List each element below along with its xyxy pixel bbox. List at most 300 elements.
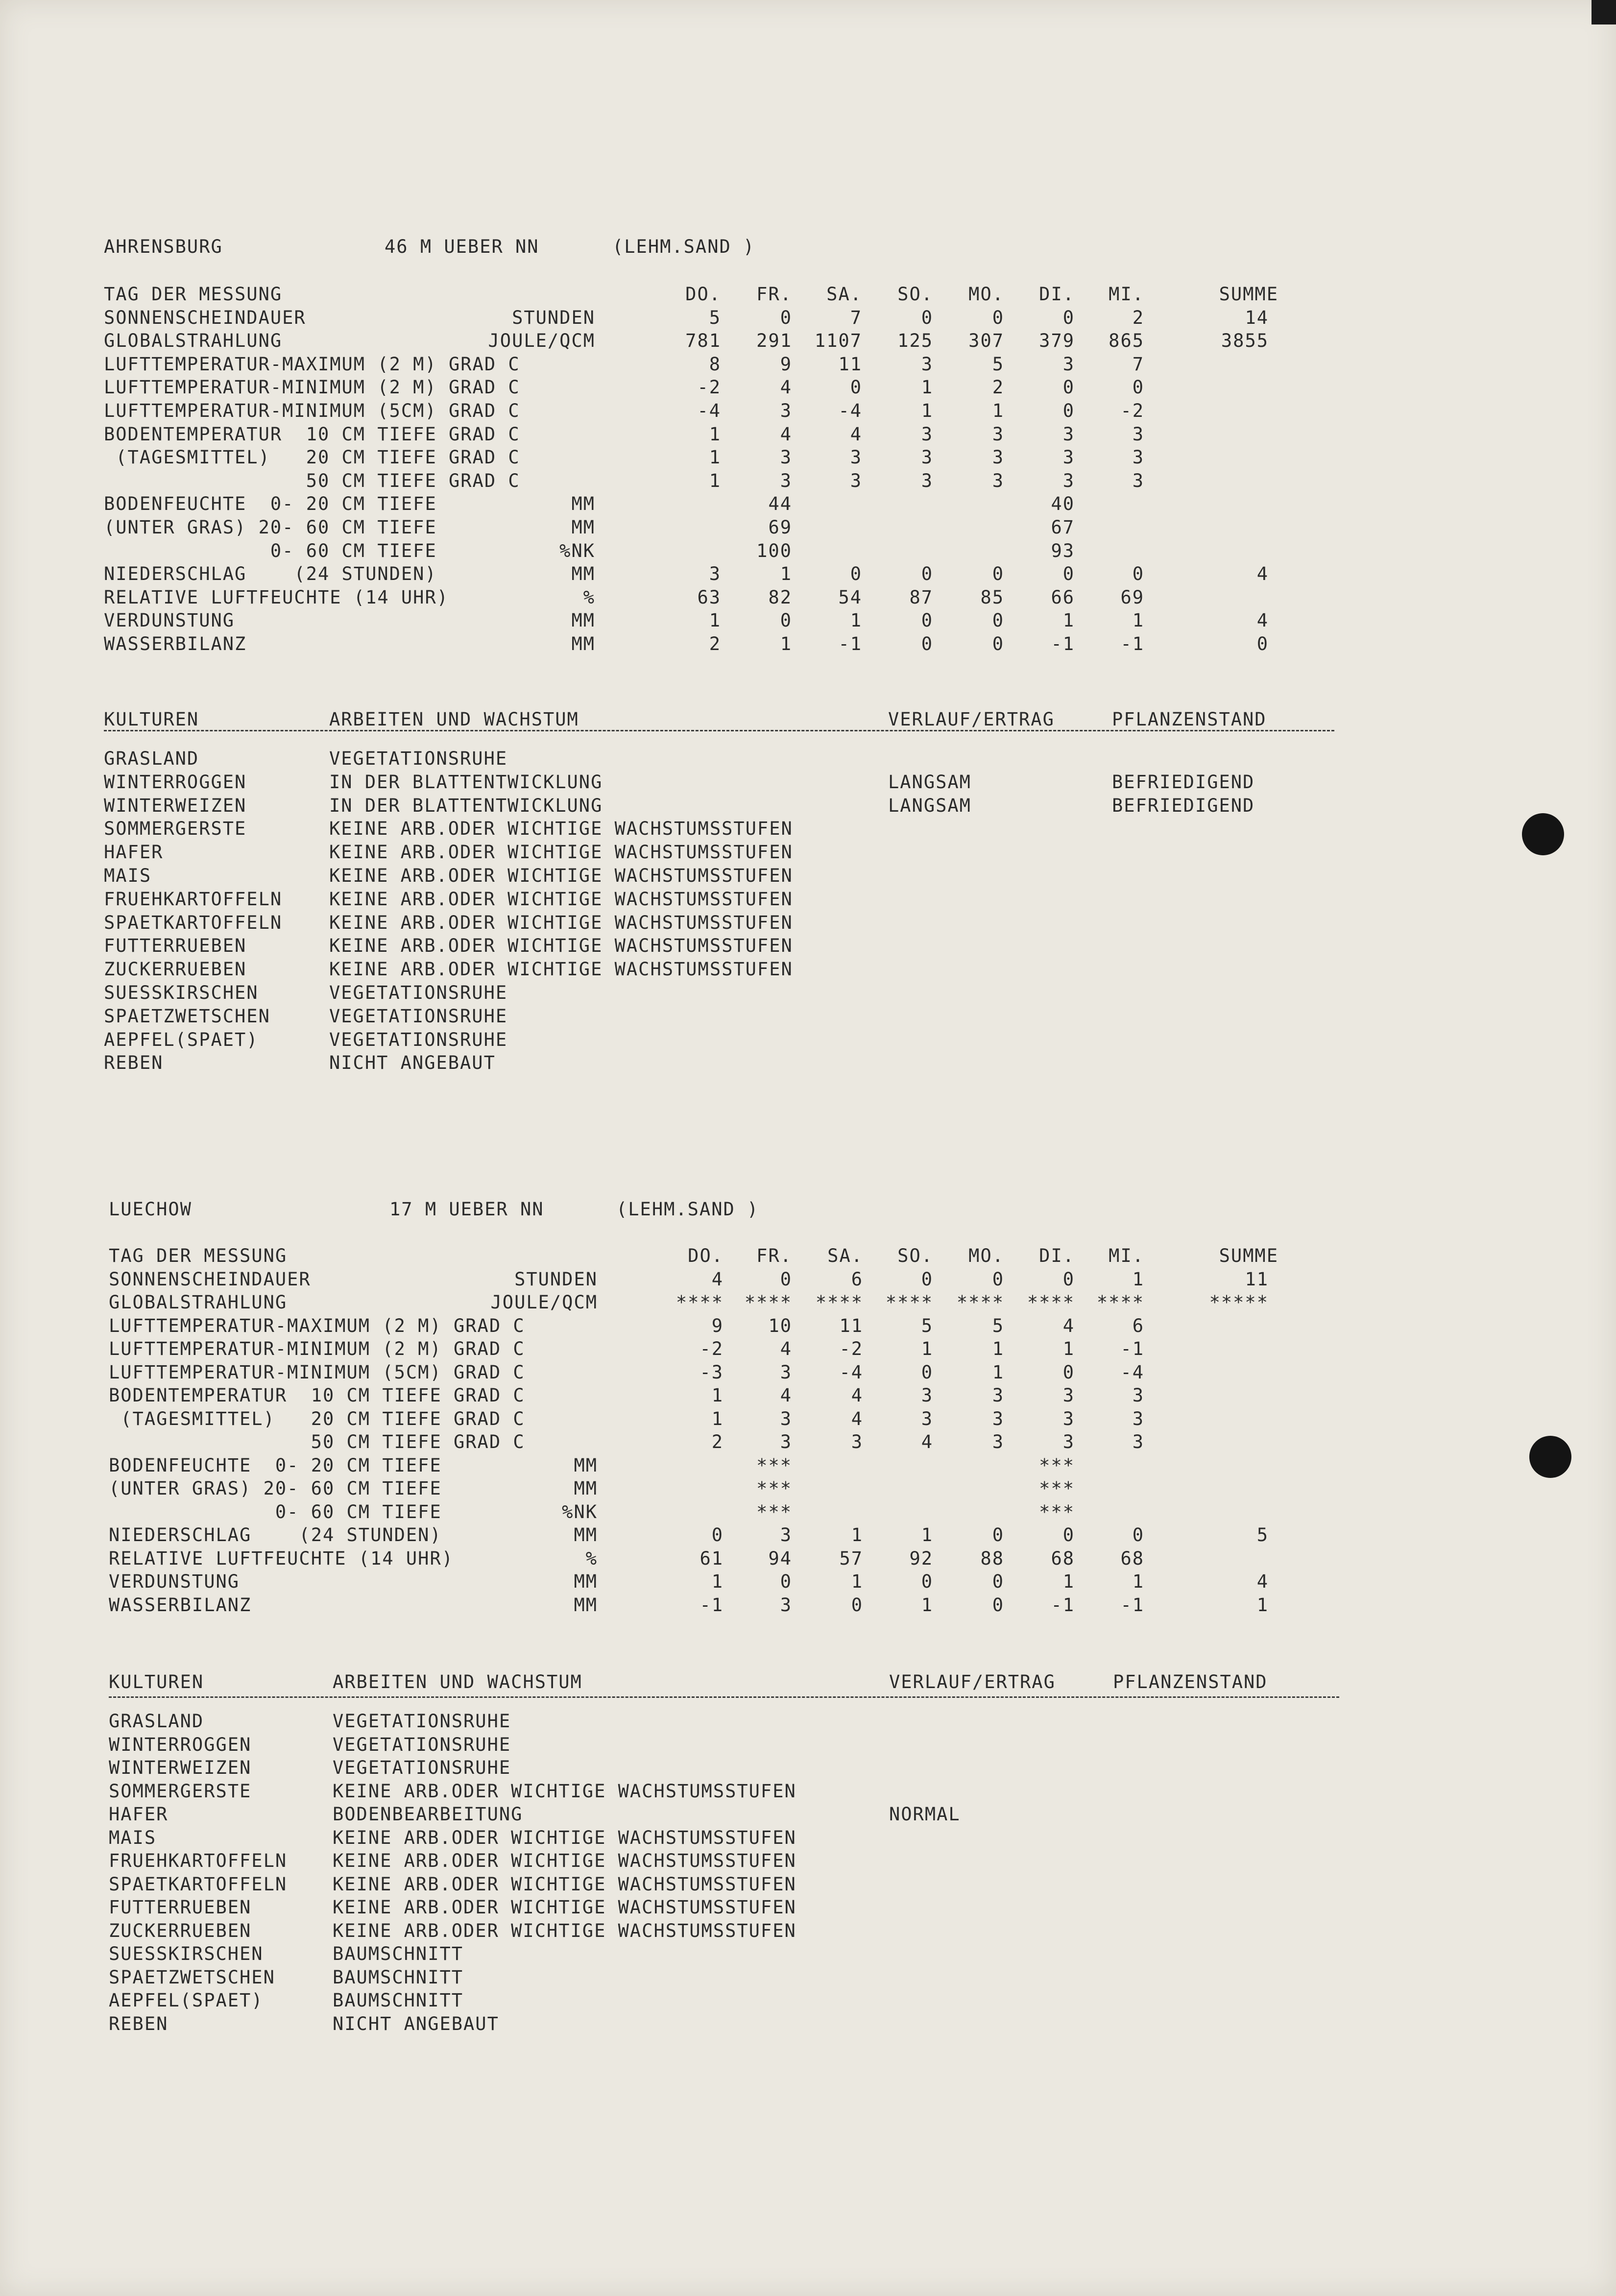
row-label: NIEDERSCHLAG (24 STUNDEN) bbox=[109, 1524, 442, 1546]
culture-crop: HAFER bbox=[104, 842, 164, 863]
row-value: 3 bbox=[992, 1431, 1004, 1452]
row-label: LUFTTEMPERATUR-MINIMUM (2 M) GRAD C bbox=[109, 1338, 525, 1359]
sum-header: SUMME bbox=[1219, 284, 1278, 305]
row-value: 3 bbox=[1062, 1408, 1075, 1429]
row-value: 6 bbox=[851, 1268, 863, 1290]
row-value: *** bbox=[756, 1501, 792, 1523]
row-label: LUFTTEMPERATUR-MAXIMUM (2 M) GRAD C bbox=[104, 353, 520, 375]
culture-crop: SOMMERGERSTE bbox=[104, 818, 247, 840]
row-value: 1 bbox=[709, 470, 721, 491]
row-value: 4 bbox=[780, 1385, 792, 1406]
row-label: SONNENSCHEINDAUER bbox=[109, 1268, 311, 1290]
culture-work: KEINE ARB.ODER WICHTIGE WACHSTUMSSTUFEN bbox=[329, 842, 793, 863]
row-value: -1 bbox=[838, 633, 862, 654]
culture-crop: FUTTERRUEBEN bbox=[109, 1897, 252, 1918]
day-header: MO. bbox=[968, 284, 1004, 305]
row-value: 3 bbox=[1132, 1408, 1144, 1429]
row-value: 0 bbox=[921, 1361, 933, 1383]
day-header: FR. bbox=[756, 284, 792, 305]
row-value: 0 bbox=[850, 563, 862, 585]
culture-crop: MAIS bbox=[104, 865, 152, 886]
row-sum: 14 bbox=[1245, 307, 1269, 328]
culture-crop: FUTTERRUEBEN bbox=[104, 935, 247, 957]
row-label: SONNENSCHEINDAUER bbox=[104, 307, 306, 328]
row-value: -1 bbox=[699, 1594, 724, 1616]
row-value: 3 bbox=[921, 1408, 933, 1429]
row-value: 4 bbox=[851, 1408, 863, 1429]
culture-crop: REBEN bbox=[104, 1052, 164, 1074]
row-unit: MM bbox=[571, 517, 595, 538]
row-value: 3 bbox=[921, 353, 933, 375]
row-value: 3 bbox=[780, 1431, 792, 1452]
row-label: WASSERBILANZ bbox=[109, 1594, 252, 1616]
row-value: 2 bbox=[709, 633, 721, 654]
culture-state: BEFRIEDIGEND bbox=[1112, 771, 1255, 793]
row-value: 0 bbox=[992, 610, 1004, 631]
row-value: **** bbox=[744, 1292, 792, 1313]
row-label: GLOBALSTRAHLUNG bbox=[104, 330, 283, 352]
row-value: -1 bbox=[1120, 1338, 1144, 1359]
row-value: 4 bbox=[851, 1385, 863, 1406]
culture-work: NICHT ANGEBAUT bbox=[329, 1052, 496, 1074]
row-value: 0 bbox=[1062, 400, 1075, 421]
row-value: 125 bbox=[897, 330, 933, 352]
row-unit: MM bbox=[571, 633, 595, 654]
culture-work: BAUMSCHNITT bbox=[333, 1943, 464, 1964]
culture-crop: HAFER bbox=[109, 1804, 169, 1825]
row-label: (TAGESMITTEL) 20 CM TIEFE GRAD C bbox=[104, 447, 520, 468]
culture-crop: FRUEHKARTOFFELN bbox=[104, 888, 283, 910]
row-value: 1 bbox=[921, 1338, 933, 1359]
row-value: 1 bbox=[851, 1571, 863, 1592]
row-value: 0 bbox=[921, 1268, 933, 1290]
row-value: 1 bbox=[921, 1524, 933, 1546]
row-value: 0 bbox=[1062, 1524, 1075, 1546]
row-sum: 3855 bbox=[1221, 330, 1269, 352]
row-value: 0 bbox=[1062, 307, 1075, 328]
row-value: 3 bbox=[1132, 470, 1144, 491]
row-value: 0 bbox=[711, 1524, 724, 1546]
row-value: 4 bbox=[780, 377, 792, 398]
culture-work: KEINE ARB.ODER WICHTIGE WACHSTUMSSTUFEN bbox=[333, 1850, 796, 1871]
dashed-divider bbox=[104, 730, 1334, 731]
culture-crop: WINTERWEIZEN bbox=[104, 795, 247, 816]
row-value: 1107 bbox=[814, 330, 862, 352]
culture-crop: SOMMERGERSTE bbox=[109, 1780, 252, 1802]
culture-work: KEINE ARB.ODER WICHTIGE WACHSTUMSSTUFEN bbox=[329, 912, 793, 933]
row-value: 3 bbox=[780, 400, 792, 421]
row-value: 3 bbox=[1062, 1431, 1075, 1452]
row-label: (UNTER GRAS) 20- 60 CM TIEFE bbox=[104, 517, 437, 538]
row-label: VERDUNSTUNG bbox=[109, 1571, 240, 1592]
table-header-label: TAG DER MESSUNG bbox=[109, 1245, 288, 1266]
culture-course: LANGSAM bbox=[888, 795, 971, 816]
cultures-header-crop: KULTUREN bbox=[109, 1671, 204, 1692]
row-value: 0 bbox=[1062, 1361, 1075, 1383]
culture-crop: SPAETKARTOFFELN bbox=[104, 912, 283, 933]
row-value: *** bbox=[756, 1478, 792, 1499]
row-sum: 1 bbox=[1256, 1594, 1269, 1616]
row-value: 94 bbox=[768, 1547, 792, 1569]
row-value: 10 bbox=[768, 1315, 792, 1336]
day-header: DO. bbox=[685, 284, 721, 305]
row-value: 3 bbox=[992, 423, 1004, 445]
row-value: 3 bbox=[780, 1361, 792, 1383]
row-unit: %NK bbox=[559, 540, 595, 561]
cultures-header-course: VERLAUF/ERTRAG bbox=[888, 709, 1055, 730]
row-value: 1 bbox=[711, 1385, 724, 1406]
row-value: 61 bbox=[699, 1547, 724, 1569]
row-value: 3 bbox=[921, 447, 933, 468]
row-sum: 11 bbox=[1245, 1268, 1269, 1290]
row-label: BODENTEMPERATUR 10 CM TIEFE GRAD C bbox=[109, 1385, 525, 1406]
cultures-header-state: PFLANZENSTAND bbox=[1113, 1671, 1268, 1692]
row-value: 4 bbox=[1062, 1315, 1075, 1336]
row-value: 100 bbox=[756, 540, 792, 561]
row-value: 4 bbox=[850, 423, 862, 445]
row-value: 0 bbox=[780, 610, 792, 631]
culture-crop: SUESSKIRSCHEN bbox=[104, 982, 259, 1003]
station-elevation: 17 M UEBER NN bbox=[389, 1199, 544, 1220]
row-value: 1 bbox=[1062, 1338, 1075, 1359]
row-value: 57 bbox=[839, 1547, 863, 1569]
row-value: 87 bbox=[909, 586, 933, 608]
row-value: -4 bbox=[1120, 1361, 1144, 1383]
culture-work: KEINE ARB.ODER WICHTIGE WACHSTUMSSTUFEN bbox=[329, 818, 793, 840]
row-value: 7 bbox=[1132, 353, 1144, 375]
row-value: 5 bbox=[992, 353, 1004, 375]
culture-crop: SPAETZWETSCHEN bbox=[109, 1966, 275, 1988]
row-unit: JOULE/QCM bbox=[488, 330, 595, 352]
row-unit: MM bbox=[574, 1478, 598, 1499]
culture-work: VEGETATIONSRUHE bbox=[329, 982, 508, 1003]
row-value: 379 bbox=[1039, 330, 1075, 352]
culture-crop: MAIS bbox=[109, 1827, 157, 1848]
table-header-label: TAG DER MESSUNG bbox=[104, 284, 283, 305]
row-value: 0 bbox=[1132, 377, 1144, 398]
culture-work: NICHT ANGEBAUT bbox=[333, 2013, 499, 2034]
row-value: 1 bbox=[1062, 610, 1075, 631]
row-value: 68 bbox=[1051, 1547, 1075, 1569]
row-label: WASSERBILANZ bbox=[104, 633, 247, 654]
row-value: *** bbox=[1039, 1501, 1075, 1523]
row-value: 865 bbox=[1109, 330, 1144, 352]
row-value: *** bbox=[1039, 1454, 1075, 1476]
culture-course: NORMAL bbox=[889, 1804, 961, 1825]
culture-course: LANGSAM bbox=[888, 771, 971, 793]
row-value: 3 bbox=[1062, 353, 1075, 375]
row-value: 54 bbox=[838, 586, 862, 608]
culture-crop: FRUEHKARTOFFELN bbox=[109, 1850, 288, 1871]
culture-crop: WINTERROGGEN bbox=[104, 771, 247, 793]
row-label: BODENFEUCHTE 0- 20 CM TIEFE bbox=[104, 493, 437, 515]
day-header: DI. bbox=[1039, 284, 1075, 305]
row-value: 40 bbox=[1051, 493, 1075, 515]
culture-crop: SPAETKARTOFFELN bbox=[109, 1873, 288, 1895]
row-value: -4 bbox=[838, 400, 862, 421]
row-sum: 4 bbox=[1256, 563, 1269, 585]
row-value: -1 bbox=[1051, 1594, 1075, 1616]
culture-crop: SPAETZWETSCHEN bbox=[104, 1005, 270, 1027]
row-value: 5 bbox=[709, 307, 721, 328]
row-value: 0 bbox=[992, 307, 1004, 328]
culture-work: KEINE ARB.ODER WICHTIGE WACHSTUMSSTUFEN bbox=[329, 959, 793, 980]
row-value: 3 bbox=[850, 447, 862, 468]
row-value: 0 bbox=[921, 610, 933, 631]
day-header: SO. bbox=[897, 1245, 933, 1266]
row-value: 0 bbox=[992, 563, 1004, 585]
row-value: 3 bbox=[1132, 447, 1144, 468]
culture-work: VEGETATIONSRUHE bbox=[333, 1734, 511, 1755]
row-value: 1 bbox=[711, 1408, 724, 1429]
row-value: 3 bbox=[921, 1385, 933, 1406]
row-value: 5 bbox=[921, 1315, 933, 1336]
culture-work: IN DER BLATTENTWICKLUNG bbox=[329, 795, 603, 816]
culture-work: KEINE ARB.ODER WICHTIGE WACHSTUMSSTUFEN bbox=[329, 888, 793, 910]
row-value: **** bbox=[1096, 1292, 1144, 1313]
row-value: 0 bbox=[850, 377, 862, 398]
row-value: 3 bbox=[1132, 1385, 1144, 1406]
row-value: 1 bbox=[709, 447, 721, 468]
row-value: 0 bbox=[921, 633, 933, 654]
row-value: 1 bbox=[709, 423, 721, 445]
day-header: FR. bbox=[756, 1245, 792, 1266]
row-sum: 0 bbox=[1256, 633, 1269, 654]
row-label: LUFTTEMPERATUR-MAXIMUM (2 M) GRAD C bbox=[109, 1315, 525, 1336]
row-value: 93 bbox=[1051, 540, 1075, 561]
row-value: **** bbox=[1027, 1292, 1075, 1313]
row-value: 0 bbox=[992, 1268, 1004, 1290]
row-value: 0 bbox=[992, 1524, 1004, 1546]
row-value: 4 bbox=[780, 423, 792, 445]
day-header: MI. bbox=[1109, 284, 1144, 305]
row-value: -2 bbox=[697, 377, 721, 398]
row-label: GLOBALSTRAHLUNG bbox=[109, 1292, 288, 1313]
row-value: -1 bbox=[1051, 633, 1075, 654]
row-value: 85 bbox=[980, 586, 1004, 608]
culture-crop: GRASLAND bbox=[109, 1711, 204, 1732]
row-value: 11 bbox=[839, 1315, 863, 1336]
row-value: 1 bbox=[851, 1524, 863, 1546]
culture-work: KEINE ARB.ODER WICHTIGE WACHSTUMSSTUFEN bbox=[333, 1873, 796, 1895]
row-value: 1 bbox=[921, 1594, 933, 1616]
row-value: 3 bbox=[780, 1594, 792, 1616]
day-header: SO. bbox=[897, 284, 933, 305]
row-value: -1 bbox=[1120, 1594, 1144, 1616]
cultures-header-course: VERLAUF/ERTRAG bbox=[889, 1671, 1056, 1692]
culture-work: VEGETATIONSRUHE bbox=[333, 1711, 511, 1732]
day-header: SA. bbox=[826, 284, 862, 305]
row-value: 63 bbox=[697, 586, 721, 608]
row-value: 9 bbox=[780, 353, 792, 375]
row-unit: MM bbox=[574, 1454, 598, 1476]
row-value: -2 bbox=[699, 1338, 724, 1359]
row-value: 4 bbox=[780, 1338, 792, 1359]
row-value: 0 bbox=[780, 1571, 792, 1592]
row-unit: % bbox=[585, 1547, 598, 1569]
row-value: 3 bbox=[780, 1524, 792, 1546]
row-value: 0 bbox=[1062, 377, 1075, 398]
day-header: DI. bbox=[1039, 1245, 1075, 1266]
row-value: 0 bbox=[921, 307, 933, 328]
row-label: (TAGESMITTEL) 20 CM TIEFE GRAD C bbox=[109, 1408, 525, 1429]
row-unit: STUNDEN bbox=[512, 307, 595, 328]
row-value: 1 bbox=[1132, 1571, 1144, 1592]
row-value: 92 bbox=[909, 1547, 933, 1569]
row-value: 66 bbox=[1051, 586, 1075, 608]
row-value: 3 bbox=[851, 1431, 863, 1452]
row-value: -4 bbox=[697, 400, 721, 421]
row-value: 1 bbox=[709, 610, 721, 631]
culture-crop: ZUCKERRUEBEN bbox=[109, 1920, 252, 1941]
culture-work: KEINE ARB.ODER WICHTIGE WACHSTUMSSTUFEN bbox=[333, 1827, 796, 1848]
row-value: 3 bbox=[992, 1408, 1004, 1429]
culture-work: VEGETATIONSRUHE bbox=[329, 1029, 508, 1050]
row-value: -2 bbox=[1120, 400, 1144, 421]
row-value: 11 bbox=[838, 353, 862, 375]
row-value: 3 bbox=[921, 470, 933, 491]
row-value: 88 bbox=[980, 1547, 1004, 1569]
row-value: -4 bbox=[839, 1361, 863, 1383]
corner-mark bbox=[1592, 0, 1616, 24]
row-value: -1 bbox=[1120, 633, 1144, 654]
row-value: 3 bbox=[780, 1408, 792, 1429]
row-sum: 4 bbox=[1256, 610, 1269, 631]
culture-work: KEINE ARB.ODER WICHTIGE WACHSTUMSSTUFEN bbox=[329, 935, 793, 957]
sum-header: SUMME bbox=[1219, 1245, 1278, 1266]
culture-work: VEGETATIONSRUHE bbox=[333, 1757, 511, 1778]
row-value: -3 bbox=[699, 1361, 724, 1383]
row-value: 1 bbox=[921, 377, 933, 398]
row-value: 3 bbox=[780, 470, 792, 491]
row-value: 4 bbox=[711, 1268, 724, 1290]
row-value: 0 bbox=[851, 1594, 863, 1616]
row-label: NIEDERSCHLAG (24 STUNDEN) bbox=[104, 563, 437, 585]
row-value: 0 bbox=[1062, 1268, 1075, 1290]
row-label: LUFTTEMPERATUR-MINIMUM (2 M) GRAD C bbox=[104, 377, 520, 398]
row-label: VERDUNSTUNG bbox=[104, 610, 235, 631]
culture-state: BEFRIEDIGEND bbox=[1112, 795, 1255, 816]
row-value: 4 bbox=[921, 1431, 933, 1452]
station-soil: (LEHM.SAND ) bbox=[612, 236, 755, 257]
cultures-header-work: ARBEITEN UND WACHSTUM bbox=[333, 1671, 582, 1692]
row-value: 5 bbox=[992, 1315, 1004, 1336]
row-label: 50 CM TIEFE GRAD C bbox=[109, 1431, 525, 1452]
culture-work: IN DER BLATTENTWICKLUNG bbox=[329, 771, 603, 793]
row-value: 1 bbox=[1062, 1571, 1075, 1592]
row-value: 0 bbox=[921, 1571, 933, 1592]
culture-crop: ZUCKERRUEBEN bbox=[104, 959, 247, 980]
station-name: AHRENSBURG bbox=[104, 236, 223, 257]
culture-work: VEGETATIONSRUHE bbox=[329, 748, 508, 769]
row-value: **** bbox=[815, 1292, 863, 1313]
row-value: 1 bbox=[921, 400, 933, 421]
row-value: **** bbox=[956, 1292, 1004, 1313]
day-header: MO. bbox=[968, 1245, 1004, 1266]
row-value: 3 bbox=[1062, 470, 1075, 491]
row-value: 0 bbox=[1062, 563, 1075, 585]
row-value: 1 bbox=[992, 400, 1004, 421]
row-unit: MM bbox=[571, 493, 595, 515]
row-unit: MM bbox=[571, 563, 595, 585]
culture-work: BODENBEARBEITUNG bbox=[333, 1804, 523, 1825]
row-value: 3 bbox=[1062, 423, 1075, 445]
row-value: 7 bbox=[850, 307, 862, 328]
day-header: MI. bbox=[1109, 1245, 1144, 1266]
culture-crop: AEPFEL(SPAET) bbox=[104, 1029, 259, 1050]
row-value: 3 bbox=[1062, 447, 1075, 468]
row-value: -2 bbox=[839, 1338, 863, 1359]
culture-work: BAUMSCHNITT bbox=[333, 1990, 464, 2011]
day-header: SA. bbox=[827, 1245, 863, 1266]
row-value: 1 bbox=[1132, 610, 1144, 631]
row-unit: STUNDEN bbox=[514, 1268, 598, 1290]
cultures-header-work: ARBEITEN UND WACHSTUM bbox=[329, 709, 579, 730]
cultures-header-crop: KULTUREN bbox=[104, 709, 199, 730]
dashed-divider bbox=[109, 1696, 1339, 1698]
row-unit: JOULE/QCM bbox=[490, 1292, 598, 1313]
row-value: 0 bbox=[780, 1268, 792, 1290]
row-value: 69 bbox=[768, 517, 792, 538]
row-value: 3 bbox=[850, 470, 862, 491]
row-value: 291 bbox=[756, 330, 792, 352]
row-value: 1 bbox=[850, 610, 862, 631]
row-value: 1 bbox=[992, 1338, 1004, 1359]
row-label: LUFTTEMPERATUR-MINIMUM (5CM) GRAD C bbox=[109, 1361, 525, 1383]
row-value: 1 bbox=[711, 1571, 724, 1592]
row-value: 8 bbox=[709, 353, 721, 375]
row-unit: % bbox=[583, 586, 595, 608]
row-label: LUFTTEMPERATUR-MINIMUM (5CM) GRAD C bbox=[104, 400, 520, 421]
culture-work: KEINE ARB.ODER WICHTIGE WACHSTUMSSTUFEN bbox=[333, 1920, 796, 1941]
culture-crop: GRASLAND bbox=[104, 748, 199, 769]
cultures-header-state: PFLANZENSTAND bbox=[1112, 709, 1267, 730]
row-value: 67 bbox=[1051, 517, 1075, 538]
row-value: 0 bbox=[992, 1594, 1004, 1616]
row-value: 2 bbox=[1132, 307, 1144, 328]
row-value: 3 bbox=[1132, 423, 1144, 445]
row-unit: MM bbox=[574, 1571, 598, 1592]
row-value: *** bbox=[756, 1454, 792, 1476]
row-value: 9 bbox=[711, 1315, 724, 1336]
row-label: 0- 60 CM TIEFE bbox=[109, 1501, 442, 1523]
punch-hole bbox=[1522, 813, 1564, 855]
row-value: 3 bbox=[992, 447, 1004, 468]
station-soil: (LEHM.SAND ) bbox=[616, 1199, 759, 1220]
row-value: 1 bbox=[780, 633, 792, 654]
row-sum: ***** bbox=[1209, 1292, 1269, 1313]
row-label: RELATIVE LUFTFEUCHTE (14 UHR) bbox=[104, 586, 449, 608]
row-value: 0 bbox=[992, 1571, 1004, 1592]
row-label: 0- 60 CM TIEFE bbox=[104, 540, 437, 561]
row-value: 0 bbox=[780, 307, 792, 328]
row-value: 307 bbox=[968, 330, 1004, 352]
culture-crop: AEPFEL(SPAET) bbox=[109, 1990, 264, 2011]
row-value: 0 bbox=[1132, 1524, 1144, 1546]
row-value: 3 bbox=[780, 447, 792, 468]
culture-crop: REBEN bbox=[109, 2013, 169, 2034]
row-value: 781 bbox=[685, 330, 721, 352]
row-unit: %NK bbox=[562, 1501, 598, 1523]
row-sum: 4 bbox=[1256, 1571, 1269, 1592]
row-value: 3 bbox=[709, 563, 721, 585]
culture-crop: WINTERWEIZEN bbox=[109, 1757, 252, 1778]
row-sum: 5 bbox=[1256, 1524, 1269, 1546]
row-label: (UNTER GRAS) 20- 60 CM TIEFE bbox=[109, 1478, 442, 1499]
culture-work: KEINE ARB.ODER WICHTIGE WACHSTUMSSTUFEN bbox=[329, 865, 793, 886]
row-value: 0 bbox=[992, 633, 1004, 654]
row-value: 1 bbox=[1132, 1268, 1144, 1290]
